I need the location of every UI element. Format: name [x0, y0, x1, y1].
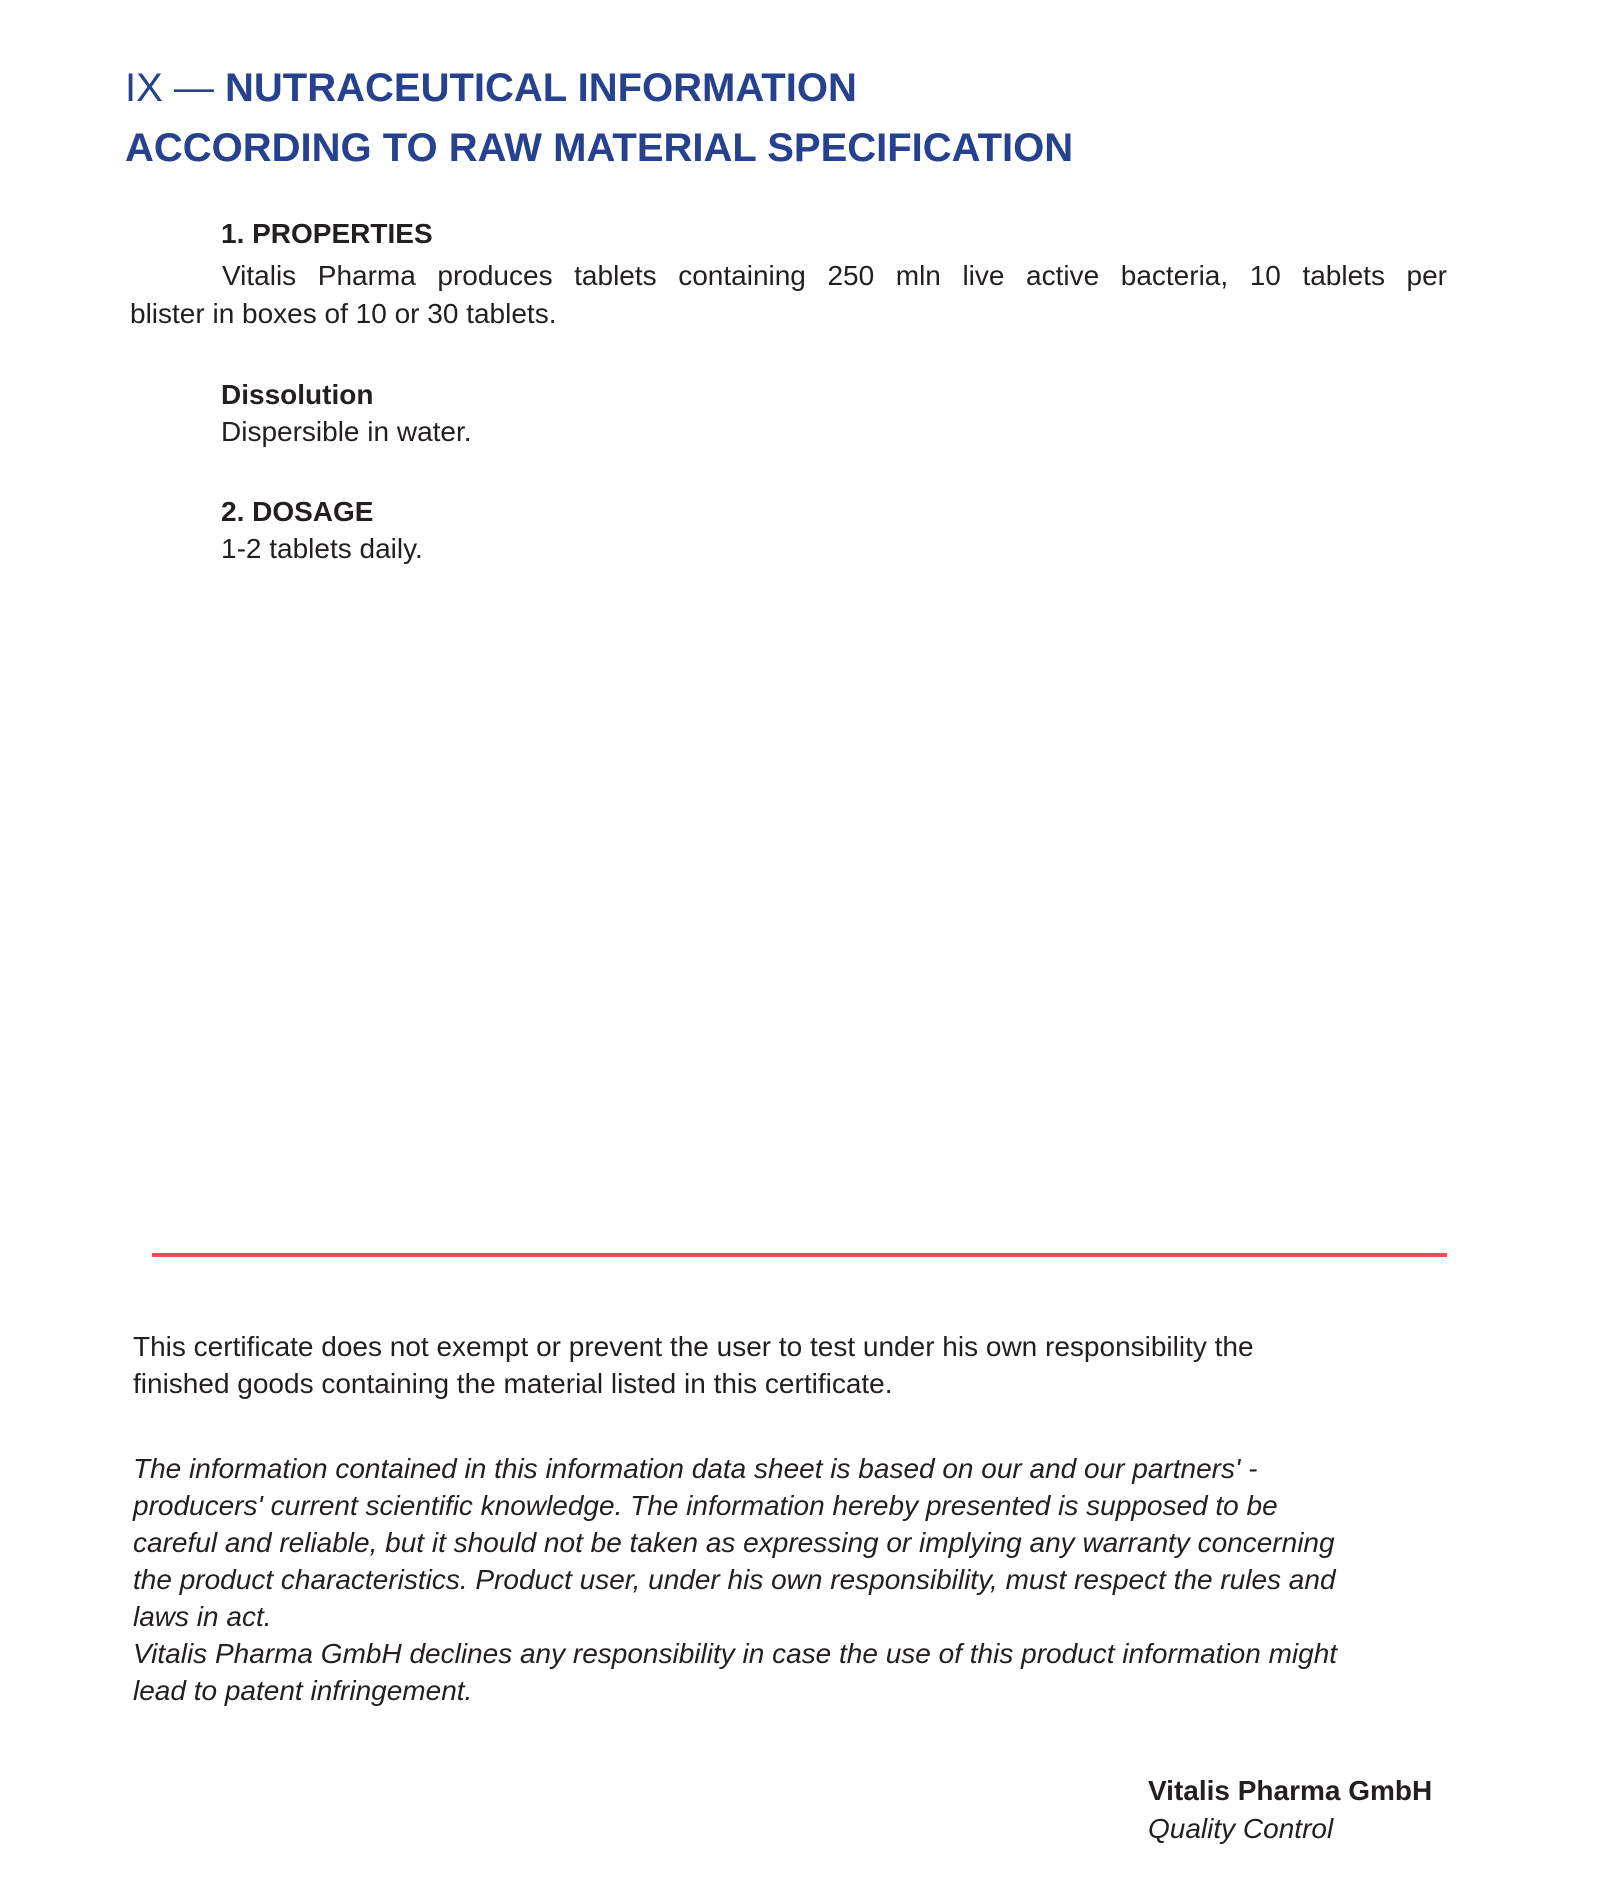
dissolution-section — [221, 376, 472, 450]
dosage-heading: 2. DOSAGE — [221, 496, 374, 527]
legal-note — [133, 1450, 1337, 1709]
dosage-body: 1-2 tablets daily. — [221, 533, 423, 564]
properties-paragraph-line1: Vitalis Pharma produces tablets containing 250 mln live active bacteria, 10 tablets per — [222, 260, 1447, 291]
dissolution-heading: Dissolution — [221, 379, 374, 410]
properties-heading: 1. PROPERTIES — [221, 218, 433, 249]
page-title-line2: ACCORDING TO RAW MATERIAL SPECIFICATION — [125, 126, 1074, 170]
page-title — [125, 58, 1073, 178]
dosage-section — [221, 493, 423, 567]
legal-note-line3: careful and reliable, but it should not be taken as expressing or implying any warranty concerning — [133, 1527, 1335, 1558]
legal-note-line2: producers' current scientific knowledge. The information hereby presented is supposed to be — [133, 1490, 1278, 1521]
legal-note-line5: laws in act. — [133, 1601, 272, 1632]
properties-paragraph — [130, 257, 1447, 333]
properties-paragraph-line2: blister in boxes of 10 or 30 tablets. — [130, 298, 557, 329]
dissolution-body: Dispersible in water. — [221, 416, 472, 447]
section-number: IX — — [125, 66, 226, 110]
legal-note-line6: Vitalis Pharma GmbH declines any responsibility in case the use of this product information might — [133, 1638, 1338, 1669]
certificate-note — [133, 1328, 1254, 1402]
signature-company: Vitalis Pharma GmbH — [1148, 1775, 1433, 1806]
legal-note-line1: The information contained in this information data sheet is based on our and our partners' - — [133, 1453, 1258, 1484]
red-divider-line — [152, 1253, 1447, 1257]
certificate-note-line2: finished goods containing the material listed in this certificate. — [133, 1368, 893, 1399]
page-title-line1 — [125, 58, 1073, 118]
legal-note-line4: the product characteristics. Product user, under his own responsibility, must respect the rules and — [133, 1564, 1336, 1595]
certificate-note-line1: This certificate does not exempt or prevent the user to test under his own responsibility the — [133, 1331, 1254, 1362]
legal-note-line7: lead to patent infringement. — [133, 1675, 473, 1706]
page-title-line1-text: NUTRACEUTICAL INFORMATION — [225, 66, 857, 110]
signature-role: Quality Control — [1148, 1813, 1334, 1844]
signature — [1148, 1772, 1432, 1848]
